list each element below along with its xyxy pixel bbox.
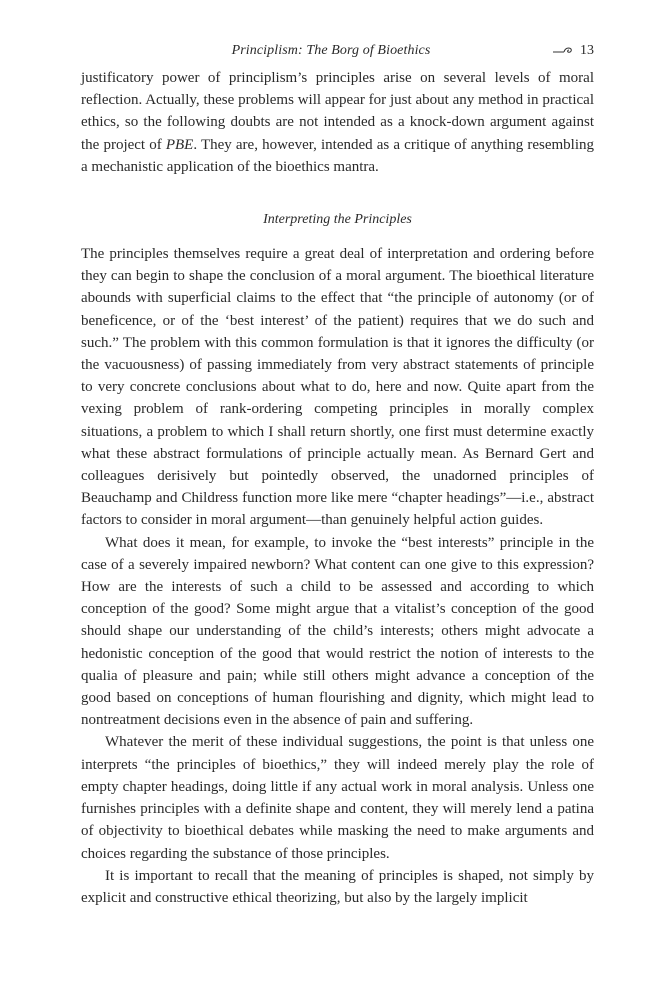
paragraph: The principles themselves require a great deal of interpretation and ordering before they can begin to shape the conclusion of a moral argument. The bioethical literature abounds with superficial claims to the effect that “the principle of autonomy (or of beneficence, or of the ‘best interest’ of the patient) requires that we do such and such.” The problem with this common formulation is that it ignores the difficulty (or the vacuousness) of passing immediately from very abstract statements of principle to very concrete conclusions about what to do, here and now. Quite apart from the vexing problem of rank-ordering competing principles in morally complex situations, a problem to which I shall return shortly, one first must determine exactly what these abstract formulations of principle actually mean. As Bernard Gert and colleagues derisively but pointedly observed, the unadorned principles of Beauchamp and Childress function more like mere “chapter headings”—i.e., abstract factors to consider in moral argument—than genuinely helpful action guides. <box>81 246 594 529</box>
pbe-abbreviation: PBE <box>165 136 194 153</box>
paragraph-continued <box>81 67 594 178</box>
running-head <box>0 41 662 61</box>
paragraph: What does it mean, for example, to invoke the “best interests” principle in the case of a severely impaired newborn? What content can one give to this expression? How are the interests of such a child to be assessed and according to which conception of the good? Some might argue that a vitalist’s conception of the good should shape our understanding of the child’s interests; others might advocate a hedonistic conception of the good that would restrict the notion of interests to the qualia of pleasure and pain; while still others might advance a conception of the good based on conceptions of human flourishing and dignity, which might lead to nontreatment decisions even in the absence of pain and suffering. <box>81 534 594 729</box>
body-text <box>81 67 594 909</box>
page-number: 13 <box>580 43 594 58</box>
paragraph-text-after: . They are, however, intended as a critique of anything resembling a mechanistic application of the bioethics mantra. <box>81 136 594 175</box>
folio <box>552 41 594 61</box>
paragraph: It is important to recall that the meaning of principles is shaped, not simply by explicit and constructive ethical theorizing, but also by the largely implicit <box>81 867 594 906</box>
paragraph-text: justificatory power of principlism’s principles arise on several levels of moral reflection. Actually, these problems will appear for just about any method in practical ethics, so the following doubts are not intended as a knock-down argument against the project of <box>81 70 594 153</box>
paragraph: Whatever the merit of these individual suggestions, the point is that unless one interprets “the principles of bioethics,” they will indeed merely play the role of empty chapter headings, doing little if any actual work in moral analysis. Unless one furnishes principles with a definite shape and content, they will merely lend a patina of objectivity to bioethical debates while masking the need to make arguments and choices regarding the substance of those principles. <box>81 734 594 862</box>
running-title: Principlism: The Borg of Bioethics <box>231 43 431 58</box>
leaf-ornament-icon <box>552 46 574 56</box>
section-heading: Interpreting the Principles <box>263 212 412 228</box>
